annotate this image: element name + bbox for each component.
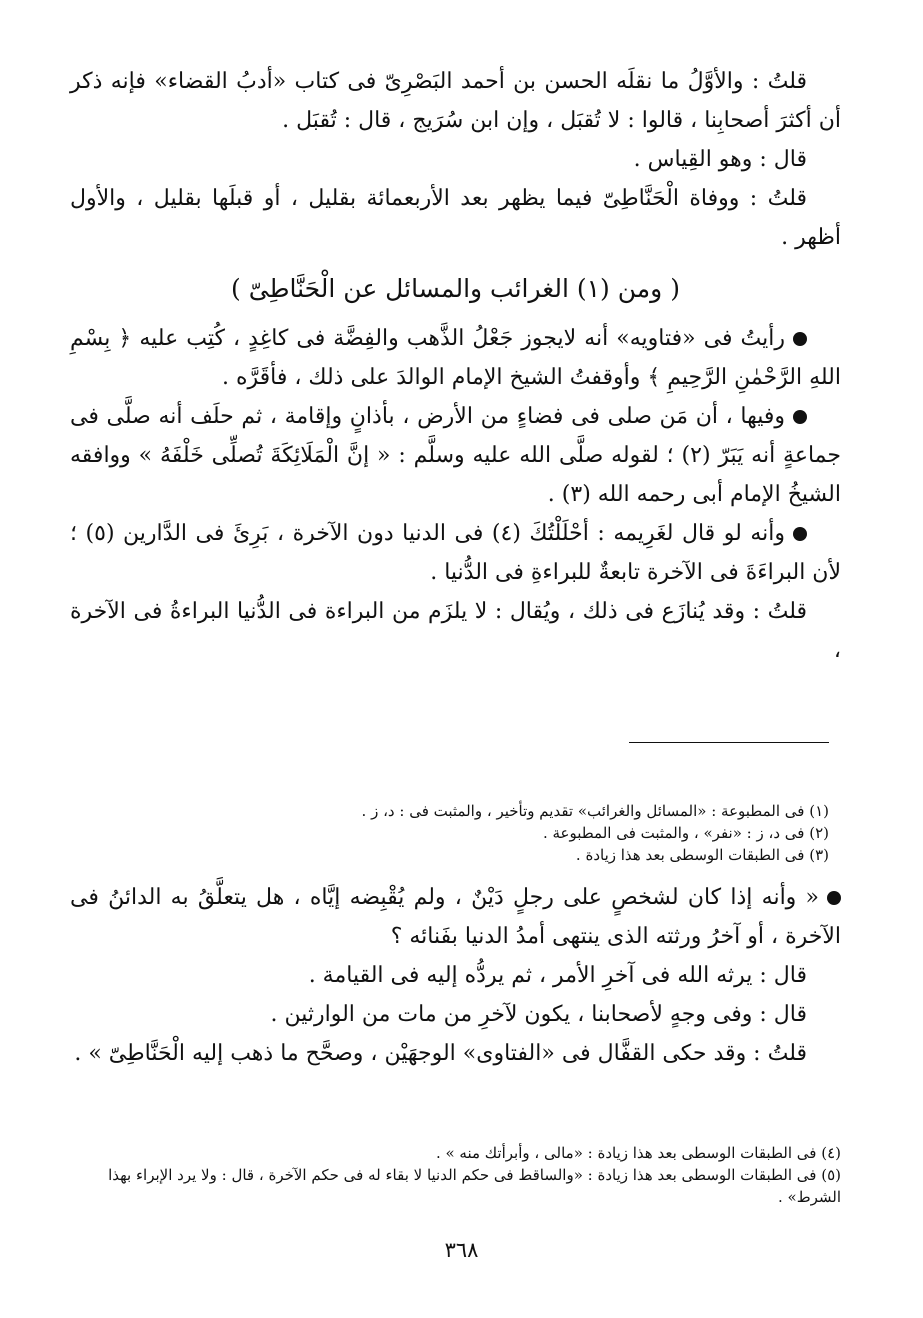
section-heading: ( ومن (١) الغرائب والمسائل عن الْحَنَّاطِىّ ) (231, 274, 680, 303)
paragraph-text: وأنه لو قال لغَرِيمه : أحْلَلْتُكَ (٤) فى الدنيا دون الآخرة ، بَرِئَ فى الدَّارين (٥) ؛ لأن البراءَةَ فى الآخرة تابعةٌ للبراءةِ فى الدُّنيا . (70, 521, 841, 585)
paragraph: قال : وفى وجهٍ لأصحابنا ، يكون لآخرِ من مات من الوارثين . (270, 1002, 807, 1027)
main-text (70, 62, 841, 670)
bullet-paragraph (70, 319, 841, 397)
footnote: (٤) فى الطبقات الوسطى بعد هذا زيادة : «مالى ، وأبرأتك منه » . (435, 1144, 841, 1162)
bullet-paragraph (70, 878, 841, 956)
bullet-icon (793, 332, 807, 346)
inserted-passage (70, 878, 841, 1073)
page-number: ٣٦٨ (444, 1238, 479, 1262)
bullet-icon (793, 527, 807, 541)
bullet-paragraph (70, 514, 841, 592)
paragraph: قلتُ : وقد حكى القفَّال فى «الفتاوى» الوجهَيْن ، وصحَّح ما ذهب إليه الْحَنَّاطِىّ » . (74, 1041, 807, 1066)
footnote-divider (629, 742, 829, 743)
bullet-icon (827, 891, 841, 905)
paragraph: قلتُ : والأوَّلُ ما نقلَه الحسن بن أحمد البَصْرِىّ فى كتاب «أدبُ القضاء» فإنه ذكر أن أكثرَ أصحابِنا ، قالوا : لا تُقبَل ، وإن ابن سُرَيج ، قال : تُقبَل . (70, 69, 841, 133)
paragraph-text: « وأنه إذا كان لشخصٍ على رجلٍ دَيْنٌ ، ولم يُقْبِضه إيَّاه ، هل يتعلَّقُ به الدائنُ فى الآخرة ، أو آخرُ ورثته الذى ينتهى أمدُ الدنيا بفَنائه ؟ (70, 885, 841, 949)
paragraph: قلتُ : وقد يُنازَع فى ذلك ، ويُقال : لا يلزَم من البراءة فى الدُّنيا البراءةُ فى الآخرة ، (70, 599, 841, 663)
paragraph: قال : يرثه الله فى آخرِ الأمر ، ثم يردُّه إليه فى القيامة . (308, 963, 807, 988)
footnote: (١) فى المطبوعة : «المسائل والغرائب» تقديم وتأخير ، والمثبت فى : د، ز . (361, 802, 829, 820)
paragraph-text: رأيتُ فى «فتاويه» أنه لايجوز جَعْلُ الذَّهب والفِضَّة فى كاغِدٍ ، كُتِب عليه ﴿ بِسْمِ اللهِ الرَّحْمٰنِ الرَّحِيمِ ﴾ وأوقفتُ الشيخ الإمام الوالدَ على ذلك ، فأقَرَّه . (70, 326, 841, 390)
footnote: (٥) فى الطبقات الوسطى بعد هذا زيادة : «والساقط فى حكم الدنيا لا بقاء له فى حكم الآخرة ، قال : ولا يرد الإبراء بهذا الشرط» . (108, 1166, 841, 1206)
bullet-icon (793, 410, 807, 424)
paragraph: قال : وهو القِياس . (633, 147, 807, 172)
footnotes-top (70, 800, 829, 866)
bullet-paragraph (70, 397, 841, 514)
footnote: (٣) فى الطبقات الوسطى بعد هذا زيادة . (575, 846, 829, 864)
footnote: (٢) فى د، ز : «نفر» ، والمثبت فى المطبوعة . (542, 824, 829, 842)
paragraph-text: وفيها ، أن مَن صلى فى فضاءٍ من الأرض ، بأذانٍ وإقامة ، ثم حلَف أنه صلَّى فى جماعةٍ أنه يَبَرّ (٢) ؛ لقوله صلَّى الله عليه وسلَّم : « إنَّ الْمَلَائِكَةَ تُصلِّى خَلْفَهُ » ووافقه الشيخُ الإمام أبى رحمه الله (٣) . (70, 404, 841, 507)
footnotes-bottom (70, 1142, 841, 1208)
paragraph: قلتُ : ووفاة الْحَنَّاطِىّ فيما يظهر بعد الأربعمائة بقليل ، أو قبلَها بقليل ، والأول أظهر . (70, 186, 841, 250)
